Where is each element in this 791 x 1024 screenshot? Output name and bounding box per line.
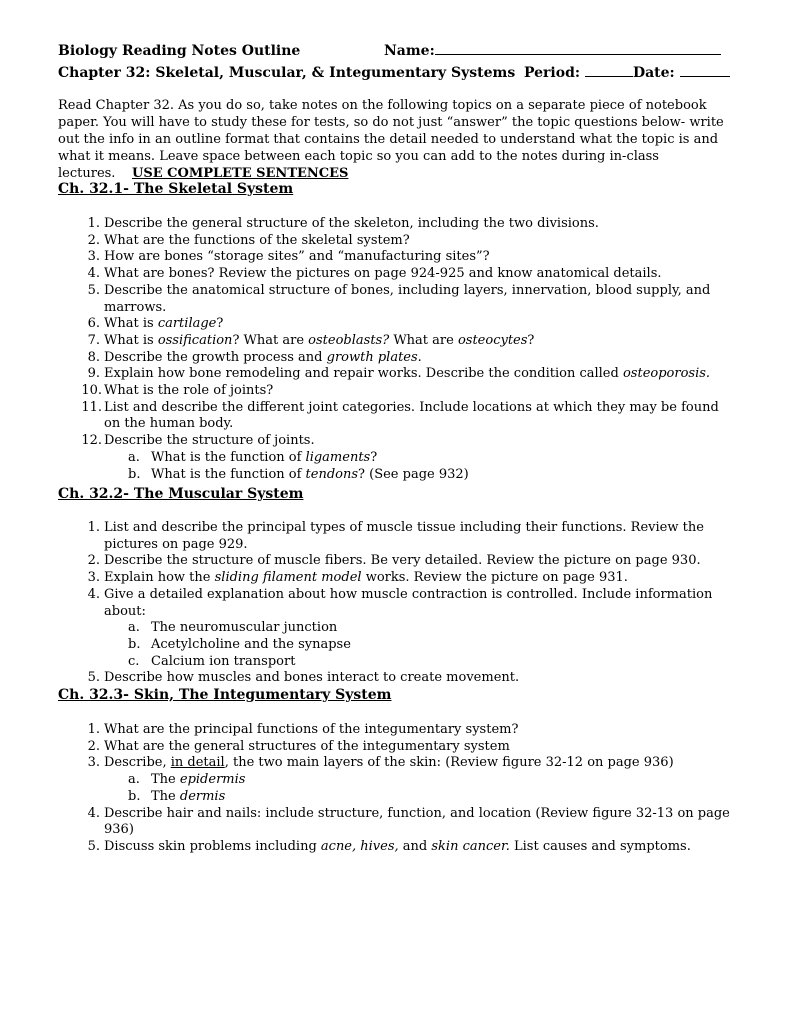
sub-list-item (104, 450, 730, 467)
item-text: Describe the anatomical structure of bones, including layers, innervation, blood supply, and marrows. (104, 282, 711, 315)
item-text: ? (216, 316, 224, 332)
item-number: 1. (87, 216, 100, 231)
list-item (58, 670, 730, 687)
item-term: ossification (157, 332, 233, 348)
item-text: What is the role of joints? (104, 383, 274, 399)
header-row-2 (58, 62, 738, 84)
period-blank (585, 62, 633, 77)
date-blank (680, 62, 730, 77)
item-text: and (398, 838, 432, 854)
section-title: Ch. 32.1- The Skeletal System (58, 181, 294, 197)
chapter-title: Chapter 32: Skeletal, Muscular, & Integumentary Systems (58, 65, 516, 81)
item-number: 9. (87, 366, 100, 382)
date-label: Date: (632, 65, 675, 81)
item-text: List causes and symptoms. (509, 838, 691, 854)
name-field (384, 40, 721, 62)
item-letter: a. (128, 620, 140, 636)
item-term: tendons (305, 466, 359, 482)
item-term: ligaments (305, 449, 371, 465)
item-letter: c. (128, 653, 140, 669)
item-number: 1. (87, 520, 100, 535)
list-item (58, 755, 730, 805)
sub-list-item (104, 637, 730, 654)
item-number: 5. (87, 282, 100, 298)
item-text: What are bones? Review the pictures on page 924-925 and know anatomical details. (104, 266, 662, 282)
item-number: 6. (87, 316, 100, 332)
intro-text: Read Chapter 32. As you do so, take notes on the following topics on a separate piece of notebook paper. You will have to study these for tests, so do not just “answer” the topic questions below- write out the info in an outline format that contains the detail needed to understand what the topic is and what it means. Leave space between each topic so you can add to the notes during in-class lectures. (58, 98, 724, 181)
item-term: osteoblasts? (308, 332, 390, 348)
period-date-fields (524, 62, 730, 84)
section-list-muscular (58, 520, 730, 687)
item-text: ? What are (232, 332, 309, 348)
item-text: What are (389, 332, 458, 348)
list-item (58, 333, 730, 350)
item-term: cartilage (157, 316, 217, 332)
item-letter: b. (128, 636, 141, 652)
item-term: acne, hives, (320, 838, 399, 854)
item-text: ? (370, 449, 378, 465)
item-text: What is (104, 332, 158, 348)
item-text: Describe hair and nails: include structure, function, and location (Review figure 32-13 on page 936) (104, 805, 730, 838)
name-blank (435, 40, 721, 55)
item-term: growth plates (326, 349, 418, 365)
list-item (58, 806, 730, 839)
item-text: How are bones “storage sites” and “manufacturing sites”? (104, 249, 490, 265)
item-text: ? (See page 932) (358, 466, 469, 482)
item-number: 4. (87, 266, 100, 282)
list-item (58, 433, 730, 483)
list-item (58, 739, 730, 756)
item-text: What are the general structures of the integumentary system (104, 738, 510, 754)
list-item (58, 587, 730, 671)
item-underlined: in detail (170, 755, 225, 771)
item-number: 4. (87, 805, 100, 821)
item-letter: a. (128, 449, 140, 465)
sub-list-item (104, 620, 730, 637)
item-term: osteocytes (457, 332, 528, 348)
section-list-skeletal (58, 216, 730, 483)
section-title: Ch. 32.2- The Muscular System (58, 486, 304, 502)
section-title: Ch. 32.3- Skin, The Integumentary System (58, 687, 392, 703)
sub-list (104, 450, 730, 483)
item-text: The (151, 788, 180, 804)
list-item (58, 722, 730, 739)
item-text: The (151, 772, 180, 788)
item-number: 2. (87, 738, 100, 754)
item-text: What are the principal functions of the integumentary system? (104, 722, 519, 737)
item-text: What is the function of (151, 449, 306, 465)
item-term: dermis (179, 788, 226, 804)
worksheet-header (58, 40, 738, 84)
item-text: What is the function of (151, 466, 306, 482)
header-row-1 (58, 40, 738, 62)
item-letter: a. (128, 772, 140, 788)
list-item (58, 350, 730, 367)
item-number: 3. (87, 249, 100, 265)
list-item (58, 249, 730, 266)
list-item (58, 570, 730, 587)
list-item (58, 839, 730, 856)
item-text: Describe the growth process and (104, 349, 327, 365)
item-text: ? (527, 332, 535, 348)
list-item (58, 366, 730, 383)
sub-list (104, 620, 730, 670)
item-text: works. Review the picture on page 931. (361, 570, 628, 586)
item-number: 5. (87, 838, 100, 854)
name-label: Name: (384, 43, 435, 59)
item-text: Describe the structure of muscle fibers. Be very detailed. Review the picture on page 930. (104, 553, 701, 569)
item-number: 4. (87, 586, 100, 602)
item-number: 11. (81, 399, 102, 415)
section-list-integumentary (58, 722, 730, 856)
item-term: epidermis (179, 772, 246, 788)
item-text: The neuromuscular junction (151, 620, 338, 636)
sub-list-item (104, 654, 730, 671)
item-text: Describe how muscles and bones interact to create movement. (104, 670, 520, 686)
item-text: Describe the general structure of the skeleton, including the two divisions. (104, 216, 599, 231)
item-text: Calcium ion transport (151, 653, 296, 669)
item-text: List and describe the principal types of muscle tissue including their functions. Review the pictures on page 929. (104, 520, 704, 552)
list-item (58, 233, 730, 250)
item-text: What is (104, 316, 158, 332)
list-item (58, 553, 730, 570)
item-number: 1. (87, 722, 100, 737)
item-number: 12. (81, 433, 102, 449)
item-term: skin cancer. (431, 838, 510, 854)
list-item (58, 283, 730, 316)
item-text: List and describe the different joint categories. Include locations at which they may be found on the human body. (104, 399, 719, 432)
list-item (58, 266, 730, 283)
worksheet-title: Biology Reading Notes Outline (58, 43, 301, 59)
item-number: 2. (87, 553, 100, 569)
intro-paragraph (58, 97, 728, 182)
item-text: Explain how the (104, 570, 215, 586)
item-text: . (417, 349, 422, 365)
sub-list (104, 772, 730, 805)
list-item (58, 383, 730, 400)
list-item (58, 520, 730, 553)
period-label: Period: (524, 65, 581, 81)
item-number: 3. (87, 570, 100, 586)
list-item (58, 400, 730, 433)
item-number: 8. (87, 349, 100, 365)
item-text: Describe the structure of joints. (104, 433, 315, 449)
sub-list-item (104, 789, 730, 806)
item-term: osteoporosis. (622, 366, 711, 382)
list-item (58, 216, 730, 233)
item-letter: b. (128, 788, 141, 804)
item-term: sliding filament model (214, 570, 362, 586)
sub-list-item (104, 772, 730, 789)
item-text: Explain how bone remodeling and repair works. Describe the condition called (104, 366, 623, 382)
item-number: 3. (87, 755, 100, 771)
item-number: 2. (87, 232, 100, 248)
item-number: 7. (87, 332, 100, 348)
item-text: Discuss skin problems including (104, 838, 321, 854)
sub-list-item (104, 467, 730, 484)
item-letter: b. (128, 466, 141, 482)
item-text: , the two main layers of the skin: (Review figure 32-12 on page 936) (224, 755, 674, 771)
intro-emphasis: USE COMPLETE SENTENCES (131, 166, 349, 181)
item-number: 10. (81, 383, 102, 399)
item-text: What are the functions of the skeletal system? (104, 232, 410, 248)
item-text: Describe, (104, 755, 171, 771)
list-item (58, 316, 730, 333)
item-text: Give a detailed explanation about how muscle contraction is controlled. Include information about: (104, 586, 713, 619)
item-number: 5. (87, 670, 100, 686)
item-text: Acetylcholine and the synapse (151, 636, 351, 652)
